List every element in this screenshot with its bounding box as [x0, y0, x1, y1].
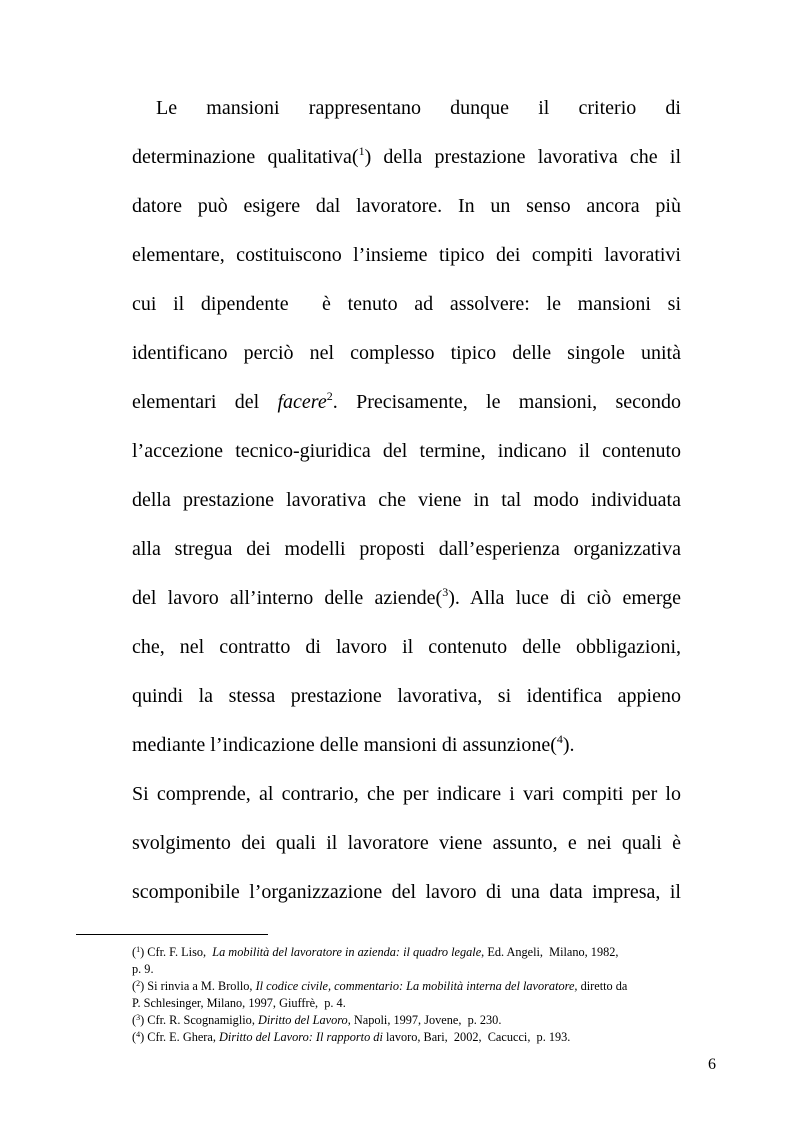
footnote-text: Cfr. E. Ghera,	[144, 1030, 220, 1044]
text-span: Si comprende, al contrario, che per indicare i vari compiti per lo	[132, 783, 681, 805]
body-line	[132, 378, 681, 427]
footnote-number: 2	[136, 979, 141, 988]
footnote-3	[132, 1012, 681, 1029]
body-line	[132, 231, 681, 280]
body-line	[132, 133, 681, 182]
footnote-text: diretto da	[577, 979, 628, 993]
body-line	[132, 721, 681, 770]
italic-term: facere	[277, 391, 327, 413]
text-span: ). Alla luce di ciò emerge	[448, 587, 681, 609]
text-span: che, nel contratto di lavoro il contenuto delle obbligazioni,	[132, 636, 681, 658]
text-span: . Precisamente, le mansioni, secondo	[332, 391, 681, 413]
footnote-paren: )	[140, 1030, 145, 1044]
text-span: identificano perciò nel complesso tipico delle singole unità	[132, 342, 681, 364]
footnote-number: 4	[136, 1030, 141, 1039]
text-span: quindi la stessa prestazione lavorativa, si identifica appieno	[132, 685, 681, 707]
footnote-text: , Ed. Angeli, Milano, 1982,	[481, 945, 619, 959]
text-span: ) della prestazione lavorativa che il	[364, 146, 681, 168]
text-span: alla stregua dei modelli proposti dall’esperienza organizzativa	[132, 538, 681, 560]
text-span: datore può esigere dal lavoratore. In un senso ancora più	[132, 195, 681, 217]
footnote-title: Diritto del Lavoro: Il rapporto di	[219, 1030, 383, 1044]
footnote-paren: (	[132, 1030, 137, 1044]
footnote-ref: 4	[556, 732, 563, 746]
footnote-2	[132, 978, 681, 1012]
body-line	[132, 476, 681, 525]
footnote-ref: 2	[326, 389, 333, 403]
footnote-text: , Napoli, 1997, Jovene, p. 230.	[347, 1013, 502, 1027]
footnote-paren: )	[140, 945, 145, 959]
body-line	[132, 280, 681, 329]
text-span: ).	[562, 734, 575, 756]
text-span: del lavoro all’interno delle aziende(	[132, 587, 443, 609]
footnote-paren: )	[140, 979, 145, 993]
footnote-text: Si rinvia a M. Brollo,	[144, 979, 256, 993]
text-span: elementari del	[132, 391, 278, 413]
footnote-number: 1	[136, 945, 141, 954]
footnote-paren: (	[132, 1013, 137, 1027]
text-span: determinazione qualitativa(	[132, 146, 359, 168]
text-span: cui il dipendente è tenuto ad assolvere: le mansioni si	[132, 293, 681, 315]
text-span: scomponibile l’organizzazione del lavoro di una data impresa, il	[132, 881, 681, 903]
footnote-separator	[76, 934, 268, 935]
footnote-title: Diritto del Lavoro	[257, 1013, 348, 1027]
body-line	[132, 329, 681, 378]
body-line	[132, 427, 681, 476]
footnote-text: Cfr. R. Scognamiglio,	[144, 1013, 258, 1027]
text-span: mediante l’indicazione delle mansioni di assunzione(	[132, 734, 557, 756]
footnote-1	[132, 944, 681, 978]
text-span: l’accezione tecnico-giuridica del termine, indicano il contenuto	[132, 440, 681, 462]
footnote-text: Cfr. F. Liso,	[144, 945, 213, 959]
body-line	[132, 770, 681, 819]
body-line	[132, 84, 681, 133]
footnote-4	[132, 1029, 681, 1046]
footnote-text: p. 9.	[132, 962, 154, 976]
footnote-paren: (	[132, 945, 137, 959]
footnotes	[132, 944, 681, 1046]
body-line	[132, 574, 681, 623]
body-line	[132, 819, 681, 868]
footnote-text: lavoro, Bari, 2002, Cacucci, p. 193.	[382, 1030, 571, 1044]
text-span: elementare, costituiscono l’insieme tipico dei compiti lavorativi	[132, 244, 681, 266]
body-line	[132, 672, 681, 721]
footnote-title: Il codice civile, commentario: La mobilità interna del lavoratore,	[255, 979, 578, 993]
text-span: Le mansioni rappresentano dunque il criterio di	[156, 97, 681, 119]
page-number: 6	[708, 1056, 716, 1073]
footnote-title: La mobilità del lavoratore in azienda: il quadro legale	[212, 945, 482, 959]
footnote-text: P. Schlesinger, Milano, 1997, Giuffrè, p. 4.	[132, 996, 346, 1010]
body-line	[132, 623, 681, 672]
footnote-paren: (	[132, 979, 137, 993]
footnote-ref: 1	[358, 144, 365, 158]
body-line	[132, 182, 681, 231]
body-line	[132, 868, 681, 917]
text-span: della prestazione lavorativa che viene in tal modo individuata	[132, 489, 681, 511]
text-span: svolgimento dei quali il lavoratore viene assunto, e nei quali è	[132, 832, 681, 854]
footnote-paren: )	[140, 1013, 145, 1027]
footnote-ref: 3	[442, 585, 449, 599]
footnote-number: 3	[136, 1013, 141, 1022]
body-line	[132, 525, 681, 574]
body-text	[132, 84, 681, 917]
